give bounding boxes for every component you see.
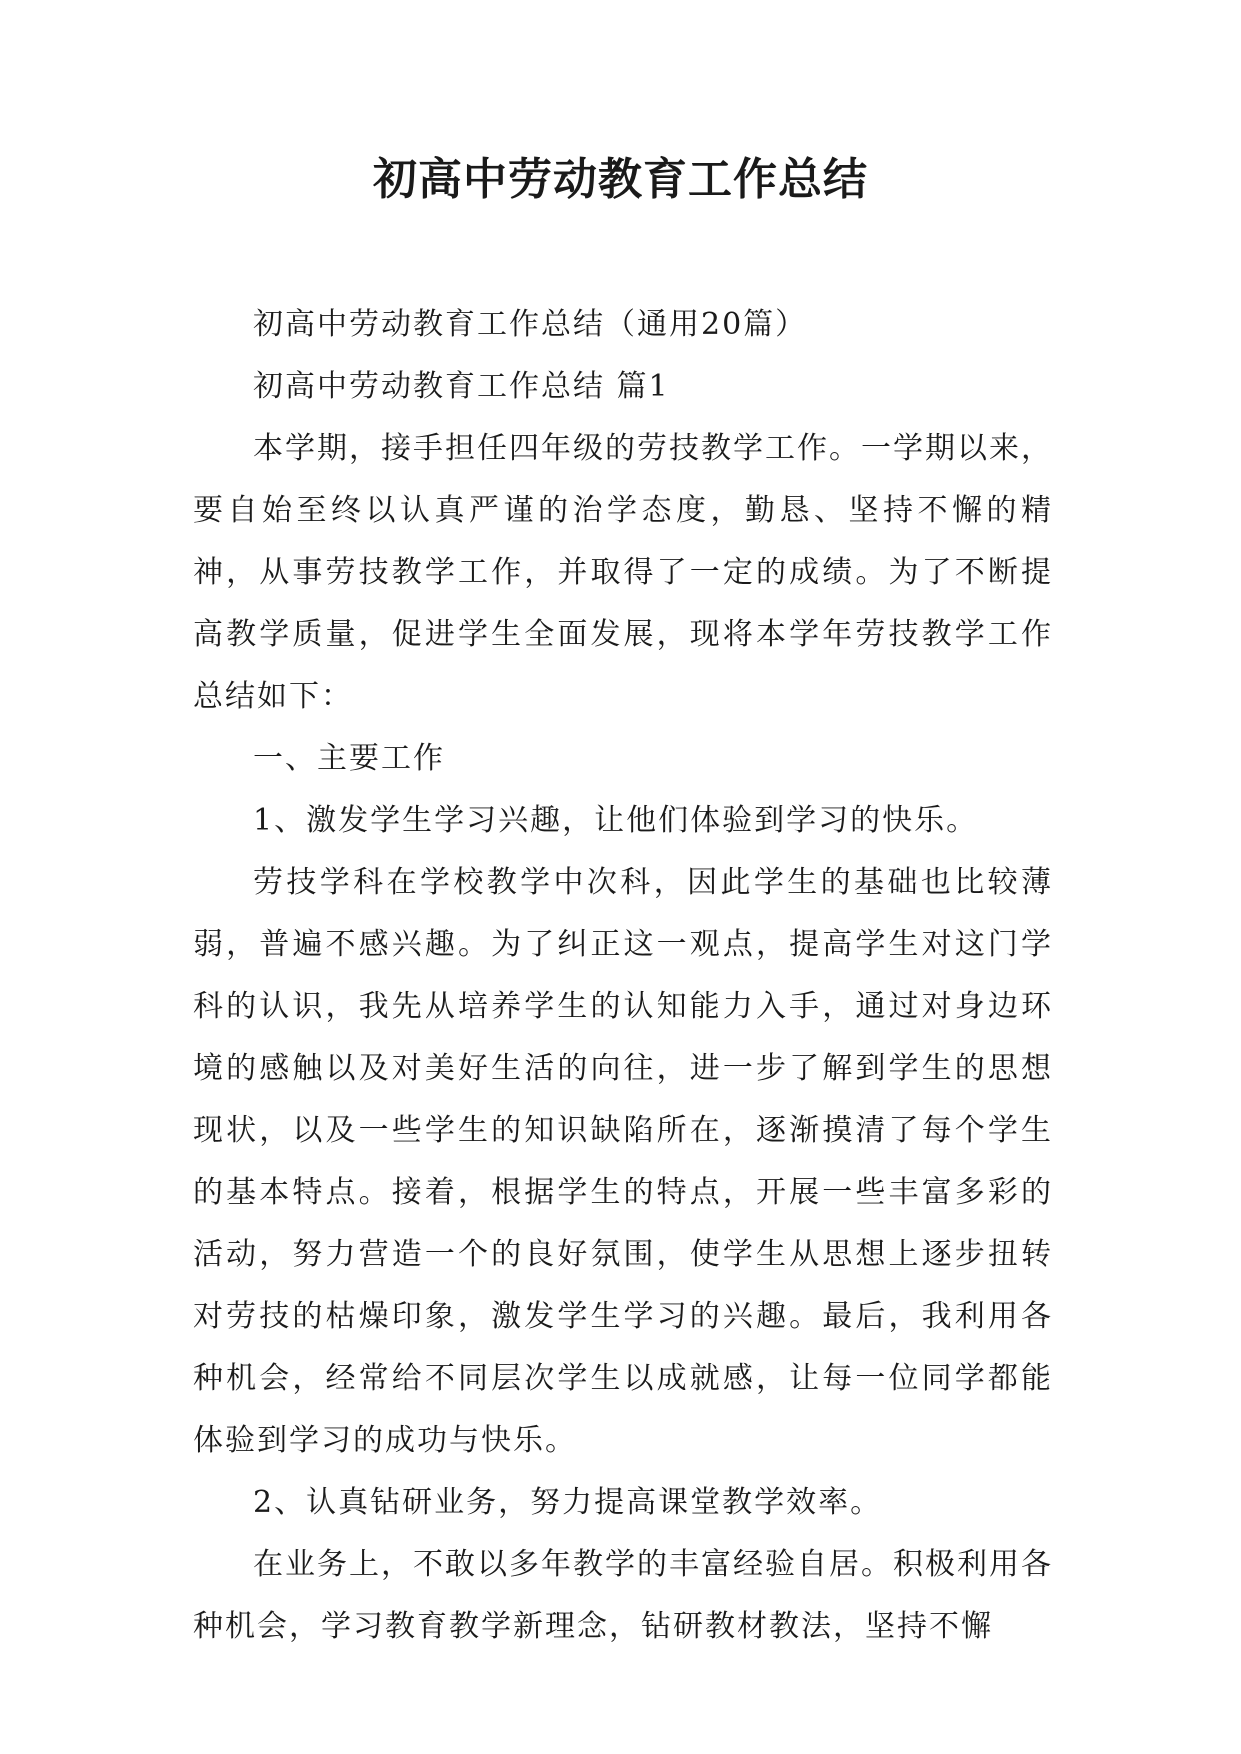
subtitle-paragraph: 初高中劳动教育工作总结（通用20篇）: [253, 307, 808, 342]
subsection-heading: 2、认真钻研业务，努力提高课堂教学效率。: [253, 1485, 883, 1520]
document-body: [193, 294, 1053, 1658]
body-paragraph: 本学期，接手担任四年级的劳技教学工作。一学期以来，要自始至终以认真严谨的治学态度，勤恳、坚持不懈的精神，从事劳技教学工作，并取得了一定的成绩。为了不断提高教学质量，促进学生全面发展，现将本学年劳技教学工作总结如下：: [193, 431, 1053, 714]
body-paragraph: 在业务上，不敢以多年教学的丰富经验自居。积极利用各种机会，学习教育教学新理念，钻研教材教法，坚持不懈: [193, 1547, 1053, 1644]
section-heading: 一、主要工作: [253, 741, 445, 776]
section-heading: 初高中劳动教育工作总结 篇1: [253, 369, 670, 404]
subsection-heading: 1、激发学生学习兴趣，让他们体验到学习的快乐。: [253, 803, 979, 838]
body-paragraph: 劳技学科在学校教学中次科，因此学生的基础也比较薄弱，普遍不感兴趣。为了纠正这一观点，提高学生对这门学科的认识，我先从培养学生的认知能力入手，通过对身边环境的感触以及对美好生活的向往，进一步了解到学生的思想现状，以及一些学生的知识缺陷所在，逐渐摸清了每个学生的基本特点。接着，根据学生的特点，开展一些丰富多彩的活动，努力营造一个的良好氛围，使学生从思想上逐步扭转对劳技的枯燥印象，激发学生学习的兴趣。最后，我利用各种机会，经常给不同层次学生以成就感，让每一位同学都能体验到学习的成功与快乐。: [193, 865, 1053, 1458]
document-title: 初高中劳动教育工作总结: [373, 154, 868, 205]
